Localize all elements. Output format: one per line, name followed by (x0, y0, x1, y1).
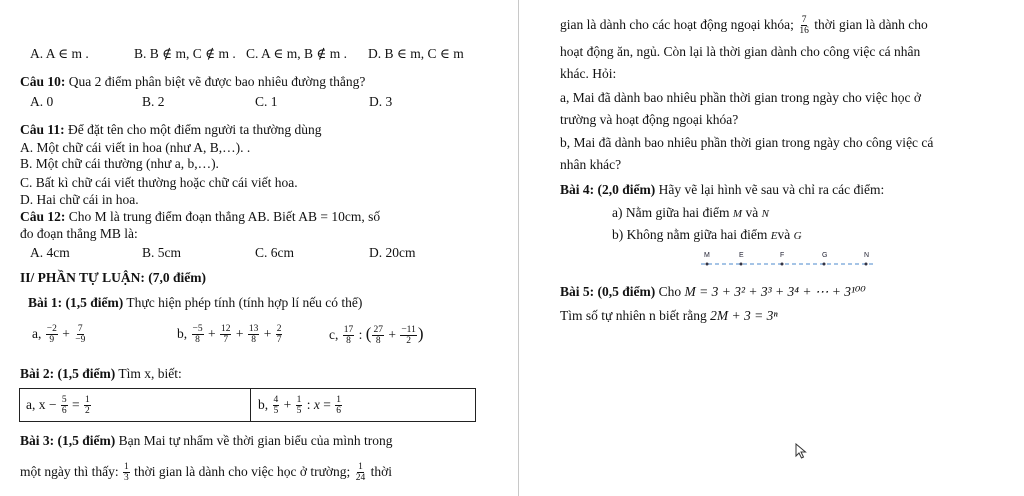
q9-option-a: A. A ∈ m . (30, 46, 89, 61)
mouse-cursor-icon (795, 443, 807, 459)
q11-question: Câu 11: Để đặt tên cho một điểm người ta thường dùng (20, 122, 322, 137)
fraction: $\frac{1}{6}$ (336, 395, 342, 417)
bai4-heading: Bài 4: (2,0 điểm) Hãy vẽ lại hình vẽ sau và chỉ ra các điểm: (560, 182, 885, 197)
fraction: $\frac{2}{7}$ (276, 324, 282, 346)
fraction: $\frac{1}{3}$ (124, 462, 129, 484)
points-line (695, 260, 880, 270)
fraction: $\frac{7}{16}$ (799, 15, 809, 37)
q11-option-b: B. Một chữ cái thường (như a, b,…). (20, 156, 219, 171)
fraction: $\frac{1}{24}$ (355, 462, 366, 484)
point-label: N (864, 252, 870, 259)
q11-option-a: A. Một chữ cái viết in hoa (như A, B,…). . (20, 140, 251, 155)
point-g (823, 263, 826, 266)
bai3-line2: một ngày thì thấy: $\frac{1}{3}$ thời gian là dành cho việc học ở trường; $\frac{1}{24}$ thời (20, 462, 392, 484)
bai5-heading: Bài 5: (0,5 điểm) Cho M = 3 + 3² + 3³ + 3⁴ + ⋯ + 3¹⁰⁰ (560, 284, 866, 299)
bai5-formula2: 2M + 3 = 3ⁿ (710, 308, 778, 323)
bai1-b: b, $\frac{-5}{8}$ + $\frac{12}{7}$ + $\frac{13}{8}$ + $\frac{2}{7}$ (177, 324, 282, 346)
part2-title: II/ PHẦN TỰ LUẬN: (7,0 điểm) (20, 270, 206, 285)
fraction: $\frac{12}{7}$ (220, 324, 231, 346)
point-n (865, 263, 868, 266)
bai3-question-b-cont: nhân khác? (560, 157, 622, 172)
fraction: $\frac{27}{8}$ (373, 325, 383, 347)
bai1-c: c, $\frac{17}{8}$ : ( $\frac{27}{8}$ + $\frac{-11}{2}$ ) (329, 324, 424, 347)
bai4-part-a: a) Nằm giữa hai điểm M và N (612, 205, 769, 220)
fraction: $\frac{1}{5}$ (296, 395, 302, 417)
bai2-a: a, x − $\frac{5}{6}$ = $\frac{1}{2}$ (26, 395, 90, 417)
fraction: $\frac{-11}{2}$ (401, 325, 416, 347)
point-f (781, 263, 784, 266)
bai2-b: b, $\frac{4}{5}$ + $\frac{1}{5}$ : x = $\frac{1}{6}$ (258, 395, 342, 417)
bai1-heading: Bài 1: (1,5 điểm) Thực hiện phép tính (tính hợp lí nếu có thể) (28, 295, 363, 310)
fraction: $\frac{1}{2}$ (84, 395, 90, 417)
fraction: $\frac{5}{6}$ (61, 395, 67, 417)
q9-option-d: D. B ∈ m, C ∈ m (368, 46, 464, 61)
q11-option-c: C. Bất kì chữ cái viết thường hoặc chữ cái viết hoa. (20, 175, 298, 190)
bai5-formula: M = 3 + 3² + 3³ + 3⁴ + ⋯ + 3¹⁰⁰ (684, 284, 866, 299)
q10-option-d: D. 3 (369, 94, 393, 109)
q12-option-b: B. 5cm (142, 245, 181, 260)
bai3-cont-line2: hoạt động ăn, ngủ. Còn lại là thời gian dành cho công việc cá nhân (560, 44, 921, 59)
bai4-part-b: b) Không nằm giữa hai điểm Evà G (612, 227, 802, 242)
q10-option-c: C. 1 (255, 94, 278, 109)
q12-option-d: D. 20cm (369, 245, 416, 260)
point-label: E (739, 252, 744, 259)
point-e (740, 263, 743, 266)
bai2-heading: Bài 2: (1,5 điểm) Tìm x, biết: (20, 366, 182, 381)
bai3-cont-line1: gian là dành cho các hoạt động ngoại khóa; $\frac{7}{16}$ thời gian là dành cho (560, 15, 928, 37)
point-label: G (822, 252, 828, 259)
q12-option-c: C. 6cm (255, 245, 294, 260)
bai3-question-b: b, Mai đã dành bao nhiêu phần thời gian trong ngày cho công việc cá (560, 135, 934, 150)
bai1-a: a, $\frac{-2}{9}$ + $\frac{7}{-9}$ (32, 324, 86, 346)
bai3-question-a: a, Mai đã dành bao nhiêu phần thời gian trong ngày cho việc học ở (560, 90, 922, 105)
fraction: $\frac{-2}{9}$ (46, 324, 57, 346)
q12-question: Câu 12: Cho M là trung điểm đoạn thẳng AB. Biết AB = 10cm, số (20, 209, 381, 224)
q10-option-a: A. 0 (30, 94, 54, 109)
fraction: $\frac{13}{8}$ (248, 324, 259, 346)
point-m (706, 263, 709, 266)
point-label: M (704, 252, 710, 259)
point-label: F (780, 252, 785, 259)
bai5-question: Tìm số tự nhiên n biết rằng 2M + 3 = 3ⁿ (560, 308, 778, 323)
bai2-table (19, 388, 476, 422)
page-divider (518, 0, 519, 496)
q12-option-a: A. 4cm (30, 245, 70, 260)
fraction: $\frac{-5}{8}$ (192, 324, 203, 346)
q10-option-b: B. 2 (142, 94, 165, 109)
fraction: $\frac{4}{5}$ (273, 395, 279, 417)
q9-option-c: C. A ∈ m, B ∉ m . (246, 46, 348, 61)
fraction: $\frac{7}{-9}$ (75, 324, 86, 346)
bai3-heading: Bài 3: (1,5 điểm) Bạn Mai tự nhẩm về thời gian biểu của mình trong (20, 433, 393, 448)
bai3-cont-line3: khác. Hỏi: (560, 66, 617, 81)
bai3-question-a-cont: trường và hoạt động ngoại khóa? (560, 112, 739, 127)
table-divider (250, 389, 251, 421)
q12-question-cont: đo đoạn thẳng MB là: (20, 226, 138, 241)
q9-option-b: B. B ∉ m, C ∉ m . (134, 46, 236, 61)
q10-question: Câu 10: Qua 2 điểm phân biệt vẽ được bao nhiêu đường thẳng? (20, 74, 366, 89)
fraction: $\frac{17}{8}$ (343, 325, 354, 347)
q11-option-d: D. Hai chữ cái in hoa. (20, 192, 139, 207)
